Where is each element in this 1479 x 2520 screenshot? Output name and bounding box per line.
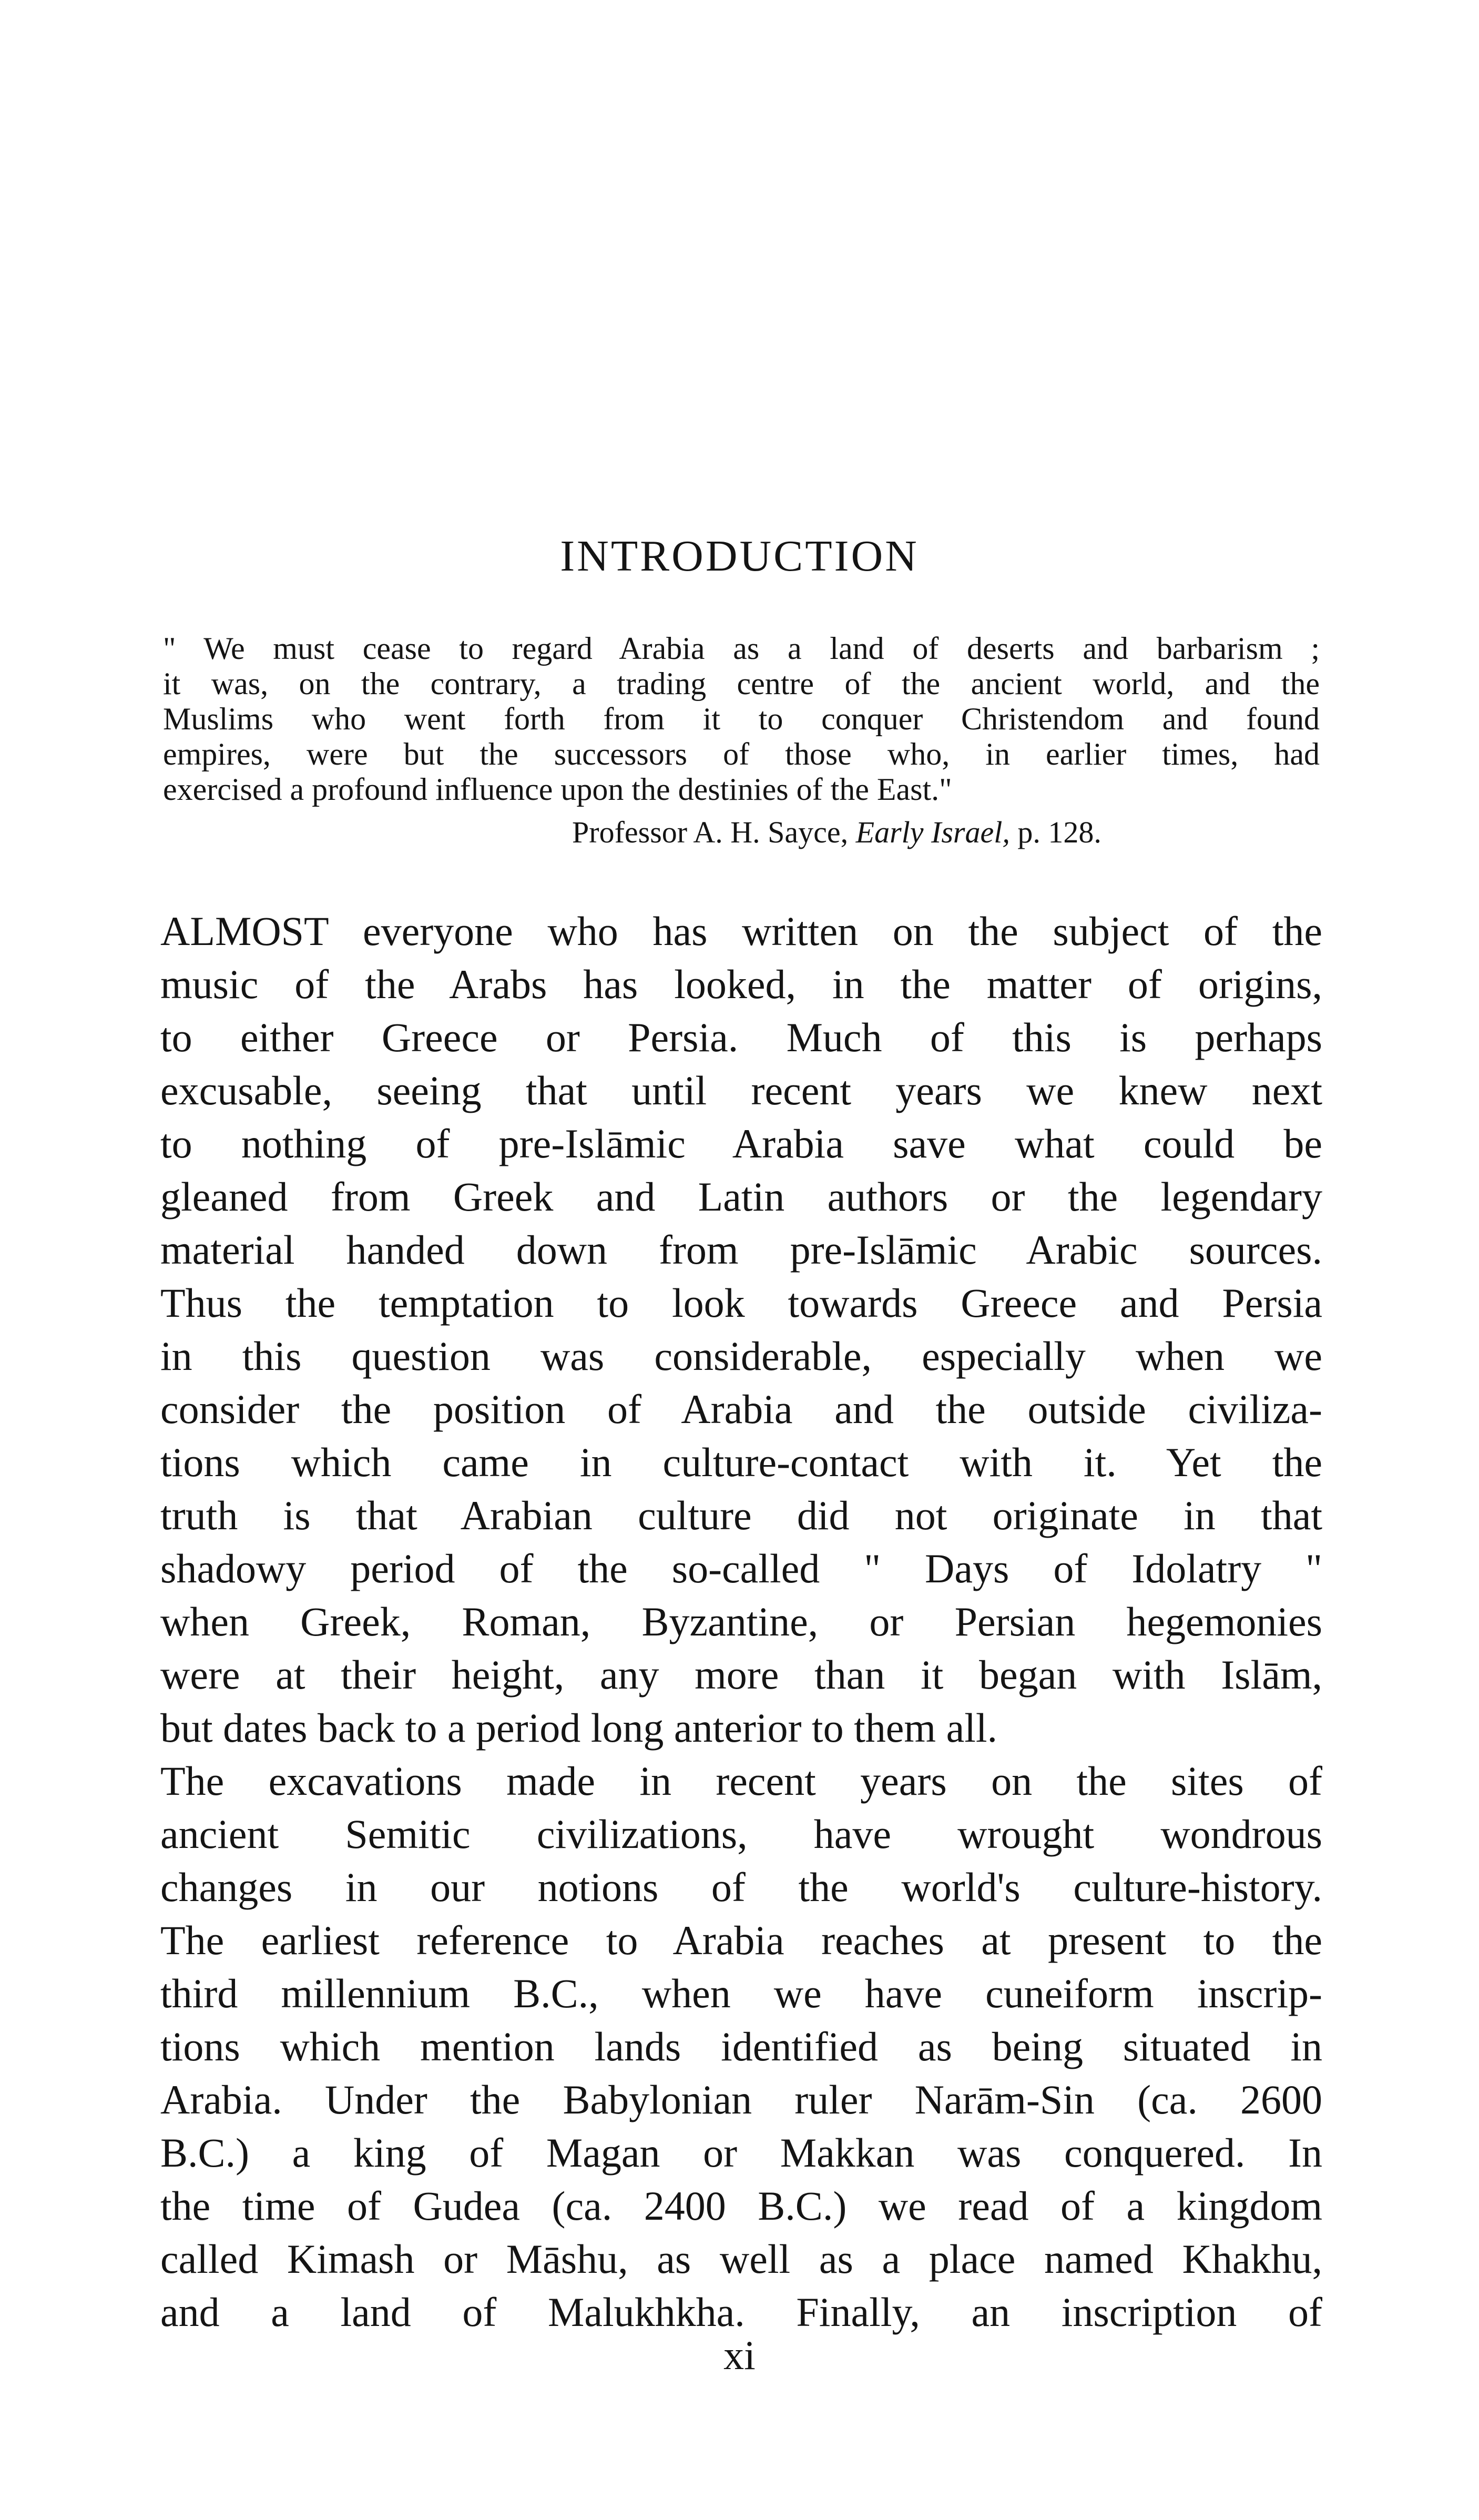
text-line: tions which mention lands identified as being situated in — [160, 2024, 1322, 2069]
text-line: the time of Gudea (ca. 2400 B.C.) we read of a kingdom — [160, 2183, 1322, 2229]
text-line: The excavations made in recent years on the sites of — [160, 1758, 1322, 1804]
text-line: The earliest reference to Arabia reaches at present to the — [160, 1917, 1322, 1963]
text-line: Thus the temptation to look towards Greece and Persia — [160, 1280, 1322, 1326]
epigraph-line: exercised a profound influence upon the destinies of the East." — [163, 772, 952, 807]
text-line: gleaned from Greek and Latin authors or the legendary — [160, 1174, 1322, 1220]
text-line: to either Greece or Persia. Much of this is perhaps — [160, 1014, 1322, 1060]
text-line: changes in our notions of the world's culture-history. — [160, 1864, 1322, 1910]
text-line: to nothing of pre-Islāmic Arabia save what could be — [160, 1121, 1322, 1166]
text-line: B.C.) a king of Magan or Makkan was conquered. In — [160, 2130, 1322, 2176]
attribution-work: Early Israel, — [855, 815, 1010, 849]
text-line: third millennium B.C., when we have cuneiform inscrip- — [160, 1970, 1322, 2016]
text-line: and a land of Malukhkha. Finally, an inscription of — [160, 2289, 1322, 2335]
attribution-author: Professor A. H. Sayce, — [572, 815, 849, 849]
body-text — [160, 905, 1322, 2339]
text-line: ALMOST everyone who has written on the subject of the — [160, 908, 1322, 954]
epigraph-line: Muslims who went forth from it to conquer Christendom and found — [163, 702, 1320, 736]
text-line: were at their height, any more than it began with Islām, — [160, 1652, 1322, 1698]
page-number: xi — [723, 2332, 756, 2378]
text-line: in this question was considerable, especially when we — [160, 1333, 1322, 1379]
text-line: truth is that Arabian culture did not originate in that — [160, 1492, 1322, 1538]
text-line: but dates back to a period long anterior to them all. — [160, 1705, 998, 1751]
text-line: material handed down from pre-Islāmic Arabic sources. — [160, 1227, 1322, 1273]
epigraph-line: empires, were but the successors of those who, in earlier times, had — [163, 737, 1320, 771]
epigraph-attribution — [572, 816, 1101, 849]
epigraph-line: " We must cease to regard Arabia as a land of deserts and barbarism ; — [163, 631, 1320, 666]
text-line: called Kimash or Māshu, as well as a place named Khakhu, — [160, 2236, 1322, 2282]
text-line: consider the position of Arabia and the outside civiliza- — [160, 1386, 1322, 1432]
epigraph-quote — [163, 631, 1320, 807]
chapter-heading: INTRODUCTION — [560, 532, 919, 581]
text-line: Arabia. Under the Babylonian ruler Narām-Sin (ca. 2600 — [160, 2077, 1322, 2122]
epigraph-line: it was, on the contrary, a trading centre of the ancient world, and the — [163, 666, 1320, 701]
text-line: shadowy period of the so-called " Days of Idolatry " — [160, 1546, 1322, 1591]
text-line: ancient Semitic civilizations, have wrought wondrous — [160, 1811, 1322, 1857]
text-line: when Greek, Roman, Byzantine, or Persian hegemonies — [160, 1599, 1322, 1644]
text-line: tions which came in culture-contact with it. Yet the — [160, 1439, 1322, 1485]
text-line: music of the Arabs has looked, in the matter of origins, — [160, 961, 1322, 1007]
text-line: excusable, seeing that until recent years we knew next — [160, 1068, 1322, 1113]
attribution-page: p. 128. — [1017, 815, 1101, 849]
